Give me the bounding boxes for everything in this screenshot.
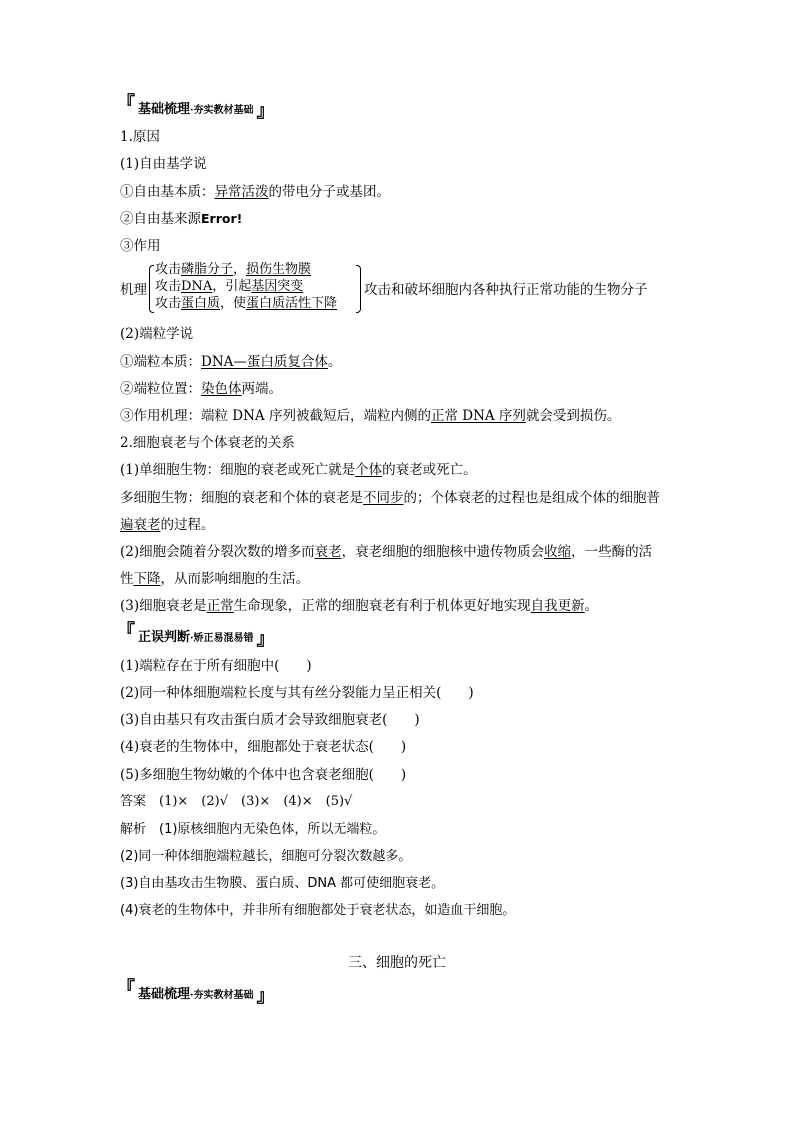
analysis-line: 解析 (1)原核细胞内无染色体，所以无端粒。 [120, 822, 386, 837]
section-header-subtitle: ·矫正易混易错 [190, 633, 254, 644]
left-brace [149, 265, 154, 313]
telomere-position: ②端粒位置：染色体两端。 [120, 381, 282, 397]
judgment-item: (4)衰老的生物体中，细胞都处于衰老状态( ) [120, 739, 407, 755]
section-header-title: 基础梳理 [138, 987, 191, 1002]
relationship-multicellular-cont: 遍衰老的过程。 [120, 517, 215, 533]
relationship-multicellular: 多细胞生物：细胞的衰老和个体的衰老是不同步的；个体衰老的过程也是组成个体的细胞普 [120, 490, 660, 506]
mechanism-line-3: 攻击蛋白质，使蛋白质活性下降 [155, 296, 338, 311]
judgment-item: (5)多细胞生物幼嫩的个体中也含衰老细胞( ) [120, 767, 407, 783]
analysis-line: (2)同一种体细胞端粒越长，细胞可分裂次数越多。 [120, 849, 412, 864]
judgment-item: (3)自由基只有攻击蛋白质才会导致细胞衰老( ) [120, 712, 420, 728]
judgment-item: (2)同一种体细胞端粒长度与其有丝分裂能力呈正相关( ) [120, 685, 474, 701]
section-header-title: 正误判断 [138, 630, 191, 645]
analysis-line: (4)衰老的生物体中，并非所有细胞都处于衰老状态，如造血干细胞。 [120, 903, 516, 918]
paragraph-division-cont: 性下降，从而影响细胞的生活。 [120, 571, 309, 587]
analysis-line: (3)自由基攻击生物膜、蛋白质、DNA 都可使细胞衰老。 [120, 876, 445, 891]
paragraph-division: (2)细胞会随着分裂次数的增多而衰老，衰老细胞的细胞核中遗传物质会收缩，一些酶的活 [120, 544, 653, 560]
free-radical-nature: ①自由基本质：异常活泼的带电分子或基团。 [120, 184, 390, 200]
section-header-judgment: 『 正误判断·矫正易混易错 』 [117, 621, 275, 650]
section-header-subtitle: ·夯实教材基础 [190, 990, 254, 1001]
mechanism-line-2: 攻击DNA，引起基因突变 [155, 279, 304, 294]
judgment-item: (1)端粒存在于所有细胞中( ) [120, 658, 312, 674]
right-brace [356, 265, 361, 313]
free-radical-effect: ③作用 [120, 238, 161, 254]
section-header-subtitle: ·夯实教材基础 [190, 105, 254, 116]
section-header-basic-2: 『 基础梳理·夯实教材基础 』 [117, 978, 275, 1007]
heading-cause: 1.原因 [120, 129, 160, 145]
mechanism-label: 机理 [120, 282, 147, 298]
mechanism-line-1: 攻击磷脂分子，损伤生物膜 [155, 262, 312, 277]
telomere-nature: ①端粒本质：DNA—蛋白质复合体。 [120, 354, 342, 370]
heading-free-radical: (1)自由基学说 [120, 156, 207, 172]
paragraph-normal: (3)细胞衰老是正常生命现象，正常的细胞衰老有利于机体更好地实现自我更新。 [120, 598, 599, 614]
mechanism-result: 攻击和破坏细胞内各种执行正常功能的生物分子 [364, 282, 648, 298]
heading-telomere: (2)端粒学说 [120, 326, 194, 342]
section-header-basic: 『 基础梳理·夯实教材基础 』 [117, 93, 275, 122]
heading-relationship: 2.细胞衰老与个体衰老的关系 [120, 435, 295, 451]
section-header-title: 基础梳理 [138, 102, 191, 117]
answer-line: 答案 (1)× (2)√ (3)× (4)× (5)√ [120, 794, 353, 809]
section-title-cell-death: 三、细胞的死亡 [348, 955, 446, 971]
relationship-unicellular: (1)单细胞生物：细胞的衰老或死亡就是个体的衰老或死亡。 [120, 462, 477, 478]
free-radical-source: ②自由基来源Error! [120, 211, 243, 227]
telomere-mechanism: ③作用机理：端粒 DNA 序列被截短后，端粒内侧的正常 DNA 序列就会受到损伤。 [120, 408, 621, 424]
